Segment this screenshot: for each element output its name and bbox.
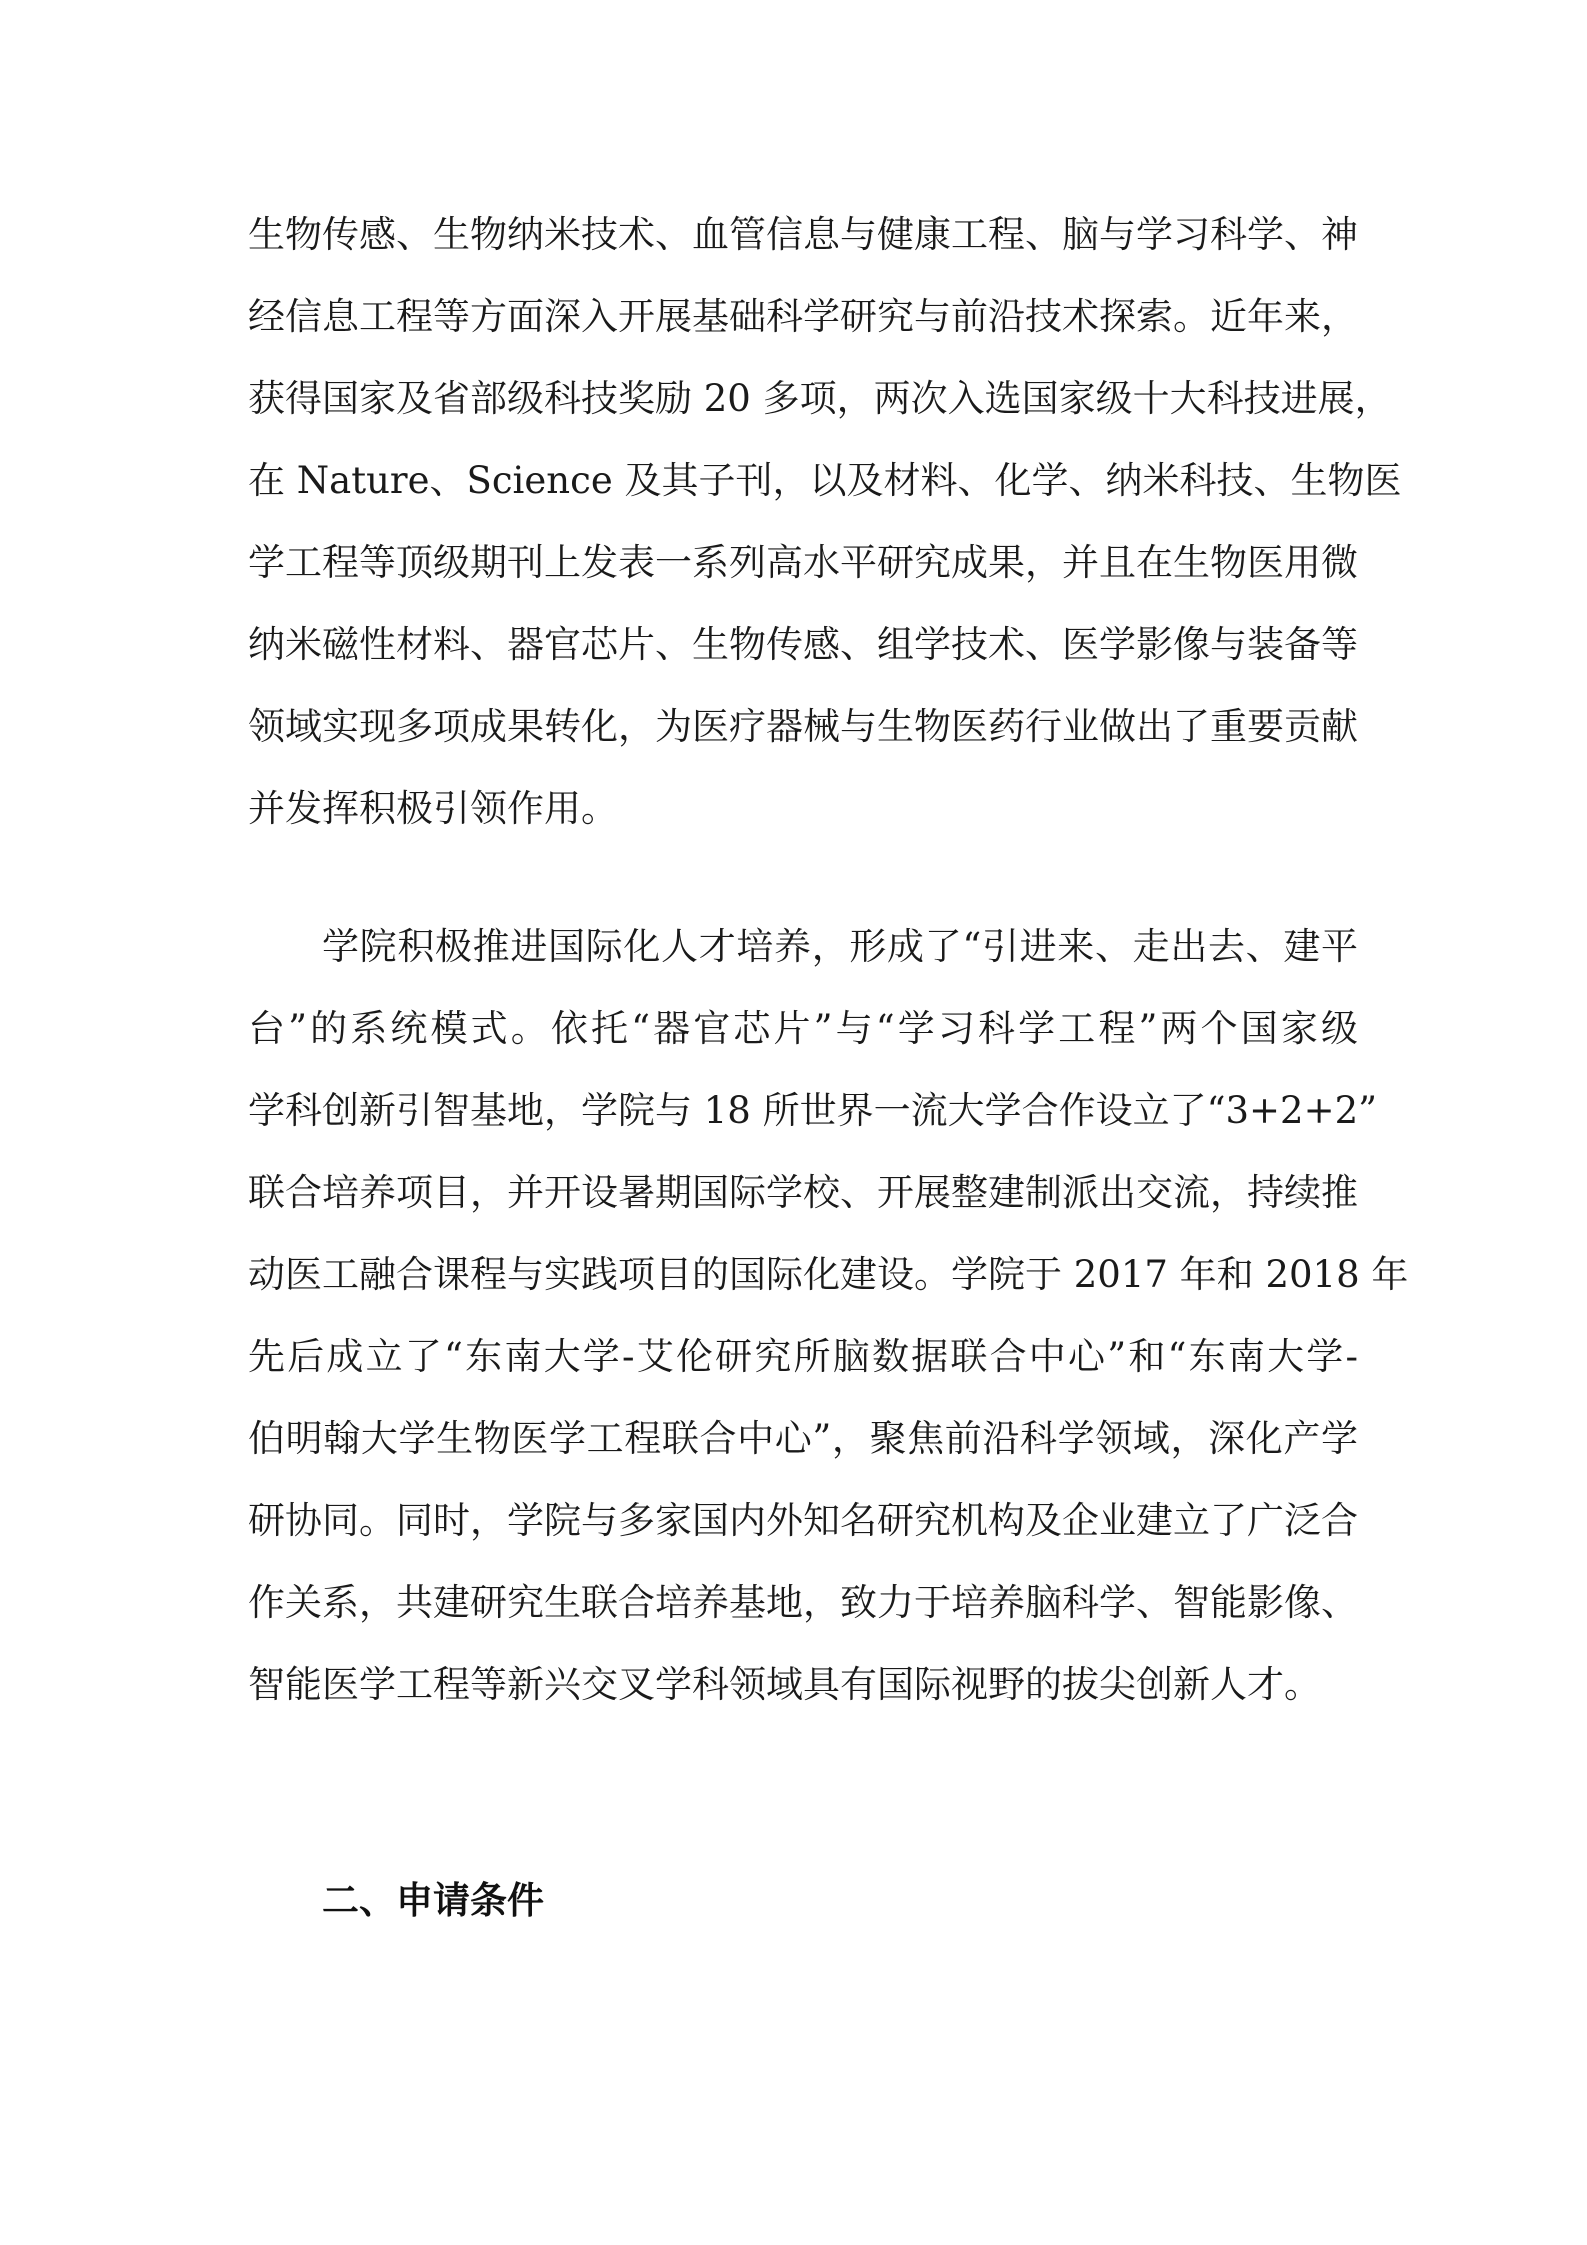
paragraph-line: 并发挥积极引领作用。 [248,787,618,830]
paragraph-line: 伯明翰大学生物医学工程联合中心”，聚焦前沿科学领域，深化产学 [248,1417,1358,1460]
paragraph-line: 联合培养项目，并开设暑期国际学校、开展整建制派出交流，持续推 [248,1171,1358,1214]
paragraph-line: 在 Nature、Science 及其子刊，以及材料、化学、纳米科技、生物医 [248,459,1402,502]
paragraph-line: 动医工融合课程与实践项目的国际化建设。学院于 2017 年和 2018 年 [248,1253,1409,1296]
paragraph-line: 学院积极推进国际化人才培养，形成了“引进来、走出去、建平 [322,925,1358,968]
paragraph-line: 领域实现多项成果转化，为医疗器械与生物医药行业做出了重要贡献 [248,705,1358,748]
paragraph-line: 获得国家及省部级科技奖励 20 多项，两次入选国家级十大科技进展， [248,377,1392,420]
paragraph-line: 学工程等顶级期刊上发表一系列高水平研究成果，并且在生物医用微 [248,541,1358,584]
section-heading: 二、申请条件 [322,1879,544,1922]
paragraph-line: 先后成立了“东南大学-艾伦研究所脑数据联合中心”和“东南大学- [248,1335,1358,1378]
paragraph-line: 学科创新引智基地，学院与 18 所世界一流大学合作设立了“3+2+2” [248,1089,1378,1132]
paragraph-line: 智能医学工程等新兴交叉学科领域具有国际视野的拔尖创新人才。 [248,1663,1321,1706]
paragraph-line: 作关系，共建研究生联合培养基地，致力于培养脑科学、智能影像、 [248,1581,1358,1624]
paragraph-line: 研协同。同时，学院与多家国内外知名研究机构及企业建立了广泛合 [248,1499,1358,1542]
paragraph-line: 纳米磁性材料、器官芯片、生物传感、组学技术、医学影像与装备等 [248,623,1358,666]
paragraph-line: 经信息工程等方面深入开展基础科学研究与前沿技术探索。近年来， [248,295,1358,338]
paragraph-line: 台”的系统模式。依托“器官芯片”与“学习科学工程”两个国家级 [248,1007,1358,1050]
paragraph-line: 生物传感、生物纳米技术、血管信息与健康工程、脑与学习科学、神 [248,213,1358,256]
